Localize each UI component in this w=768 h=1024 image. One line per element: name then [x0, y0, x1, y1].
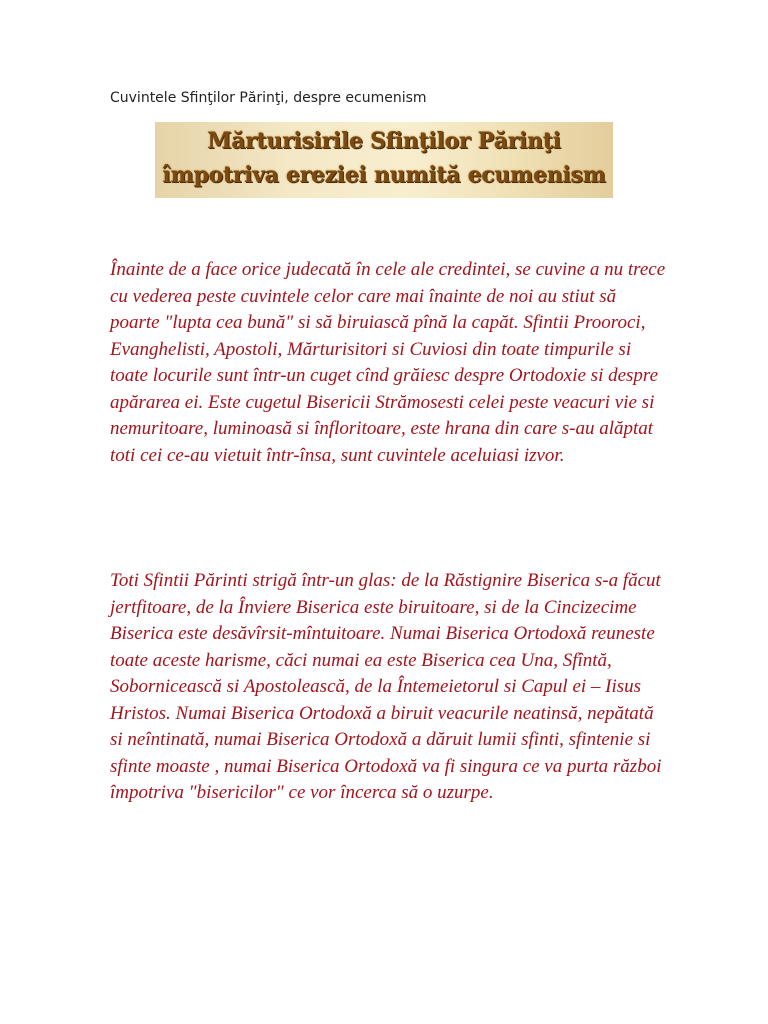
document-heading: Cuvintele Sfinţilor Părinţi, despre ecumenism — [110, 90, 427, 106]
paragraph-1: Înainte de a face orice judecată în cele ale credintei, se cuvine a nu trece cu vederea peste cuvintele celor care mai înainte de noi au stiut să poarte "lupta cea bună" si să biruiască pînă la capăt. Sfintii Prooroci, Evanghelisti, Apostoli, Mărturisitori si Cuviosi din toate timpurile si toate locurile sunt într-un cuget cînd grăiesc despre Ortodoxie si despre apărarea ei. Este cugetul Bisericii Strămosesti celei peste veacuri vie si nemuritoare, luminoasă si înfloritoare, este hrana din care s-au alăptat toti cei ce-au vietuit într-însa, sunt cuvintele aceluiasi izvor. — [110, 259, 666, 466]
banner-line-1: Mărturisirile Sfinţilor Părinţi — [207, 128, 561, 154]
title-banner-image — [155, 122, 613, 198]
paragraph-2: Toti Sfintii Părinti strigă într-un glas: de la Răstignire Biserica s-a făcut jertfitoare, de la Înviere Biserica este biruitoare, si de la Cincizecime Biserica este desăvîrsit-mîntuitoare. Numai Biserica Ortodoxă reuneste toate aceste harisme, căci numai ea este Biserica cea Una, Sfîntă, Sobornicească si Apostolească, de la Întemeietorul si Capul ei – Iisus Hristos. Numai Biserica Ortodoxă a biruit veacurile neatinsă, nepătată si neîntinată, numai Biserica Ortodoxă a dăruit lumii sfinti, sfintenie si sfinte moaste , numai Biserica Ortodoxă va fi singura ce va purta război împotriva "bisericilor" ce vor încerca să o uzurpe. — [110, 570, 662, 803]
banner-line-2: împotriva ereziei numită ecumenism — [162, 162, 606, 188]
